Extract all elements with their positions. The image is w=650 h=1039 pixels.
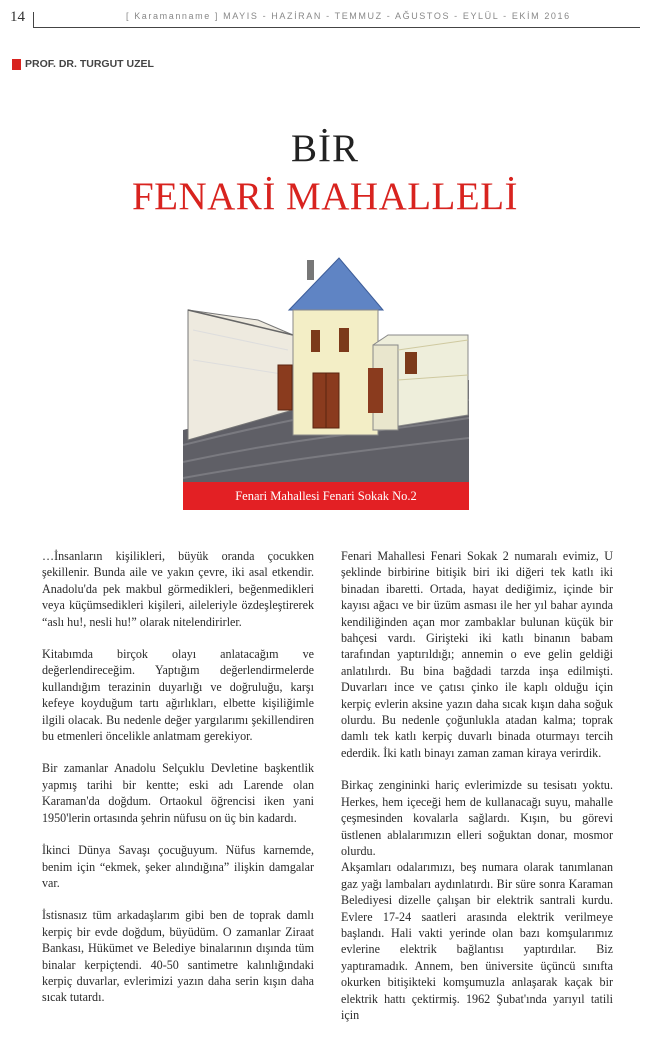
paragraph: Bir zamanlar Anadolu Selçuklu Devletine başkentlik yapmış tarihi bir kentte; eski adı Larende olan Karaman'da doğdum. Ortaokul öğrencisi iken yani 1950'lerin ortasında şehrin nüfusu on üç bin kadardı. — [42, 761, 314, 825]
paragraph: …İnsanların kişilikleri, büyük oranda çocukken şekillenir. Bunda aile ve yakın çevre, iki asal etkendir. Anadolu'da pek makbul görmedikleri, beğenmedikleri veya küçümsedikleri kişileri, aileleriyle özdeşleştirerek “aslı hu!, nesli hu!” olarak nitelendirirler. — [42, 549, 314, 629]
author-byline — [12, 58, 154, 70]
running-title: [ Karamanname ] MAYIS - HAZİRAN - TEMMUZ - AĞUSTOS - EYLÜL - EKİM 2016 — [126, 11, 571, 21]
paragraph: Birkaç zengininki hariç evlerimizde su tesisatı yoktu. Herkes, hem içeceği hem de kullanacağı suyu, mahalle çeşmesinden kovalarla sağlardı. Kışın, bu görevi üstlenen ablalarımızın elleri soğuktan donar, mosmor olurdu. — [341, 778, 613, 858]
paragraph: İstisnasız tüm arkadaşlarım gibi ben de toprak damlı kerpiç bir evde doğdum, büyüdüm. O zamanlar Ziraat Bankası, Hükümet ve Belediye binalarının dışında tüm binalar kerpiçtendi. 40-50 santimetre kalınlığındaki kerpiç duvarlar, evlerimizi yazın daha serin kışın daha sıcak tutardı. — [42, 908, 314, 1005]
paragraph: Fenari Mahallesi Fenari Sokak 2 numaralı evimiz, U şeklinde birbirine bitişik biri iki diğeri tek katlı iki binadan ibaretti. Ortada, hayat dediğimiz, içinde bir kayısı ağacı ve bir üzüm asması ile her yıl bahar ayında kendiliğinden açan mor zambaklar bulunan küçük bir bahçesi vardı. Girişteki iki katlı binanın babam tarafından yaptırıldığı; annemin o eve gelin geldiği anlatılırdı. Bu bina bağdadi tarzda inşa edilmişti. Duvarları ince ve çatısı çinko ile kaplı olduğu için kerpiç evlerin aksine yazın daha sıcak kışın daha soğuk olurdu. Bu nedenle çoğunlukla atadan kalma; toprak damlı tek katlı kerpiç duvarlı binada oturmayı tercih ederdik. İki katlı binayı zaman zaman kiraya verirdik. — [341, 549, 613, 760]
figure-caption: Fenari Mahallesi Fenari Sokak No.2 — [183, 482, 469, 510]
page-number: 14 — [10, 9, 25, 25]
page-header — [0, 0, 650, 34]
article-title-line2: FENARİ MAHALLELİ — [131, 175, 519, 218]
header-rule — [33, 27, 640, 28]
paragraph: Akşamları odalarımızı, beş numara olarak tanımlanan gaz yağı lambaları aydınlatırdı. Bir süre sonra Karaman Belediyesi dizelle çalışan bir elektrik santrali kurdu. Evlere 17-24 saatleri arasında elektrik verilmeye başlandı. Hali vakti yerinde olan bazı komşularımız evlerine elektrik bağlantısı yaptırdılar. Biz yaptıramadık. Annem, ben üniversite üçüncü sınıfta okurken bitişikteki komşumuzla anlaşarak kaçak bir elektrik hattı çektirmiş. 1962 Şubat'ında yarıyıl tatili için — [341, 860, 613, 1022]
header-divider-tick — [33, 12, 40, 28]
red-square-icon — [12, 59, 21, 70]
article-title-line1: BİR — [290, 127, 359, 170]
author-name: PROF. DR. TURGUT UZEL — [25, 58, 154, 70]
left-text-column — [42, 548, 314, 1022]
right-text-column — [341, 548, 613, 1039]
paragraph: Kitabımda birçok olayı anlatacağım ve değerlendireceğim. Yaptığım değerlendirmelerde kullandığım terazinin duyarlığı ve doğruluğu, karşı kefeye koyduğum tartı ağırlıkları, elbette kişiliğimle ilgili olacak. Bu nedenle değer yargılarımı şekillendiren bu etmenleri öncelikle anlatmam gerekiyor. — [42, 647, 314, 744]
house-drawing — [183, 240, 469, 485]
paragraph: İkinci Dünya Savaşı çocuğuyum. Nüfus karnemde, benim için “ekmek, şeker alındığına” ilişkin damgalar var. — [42, 843, 314, 890]
